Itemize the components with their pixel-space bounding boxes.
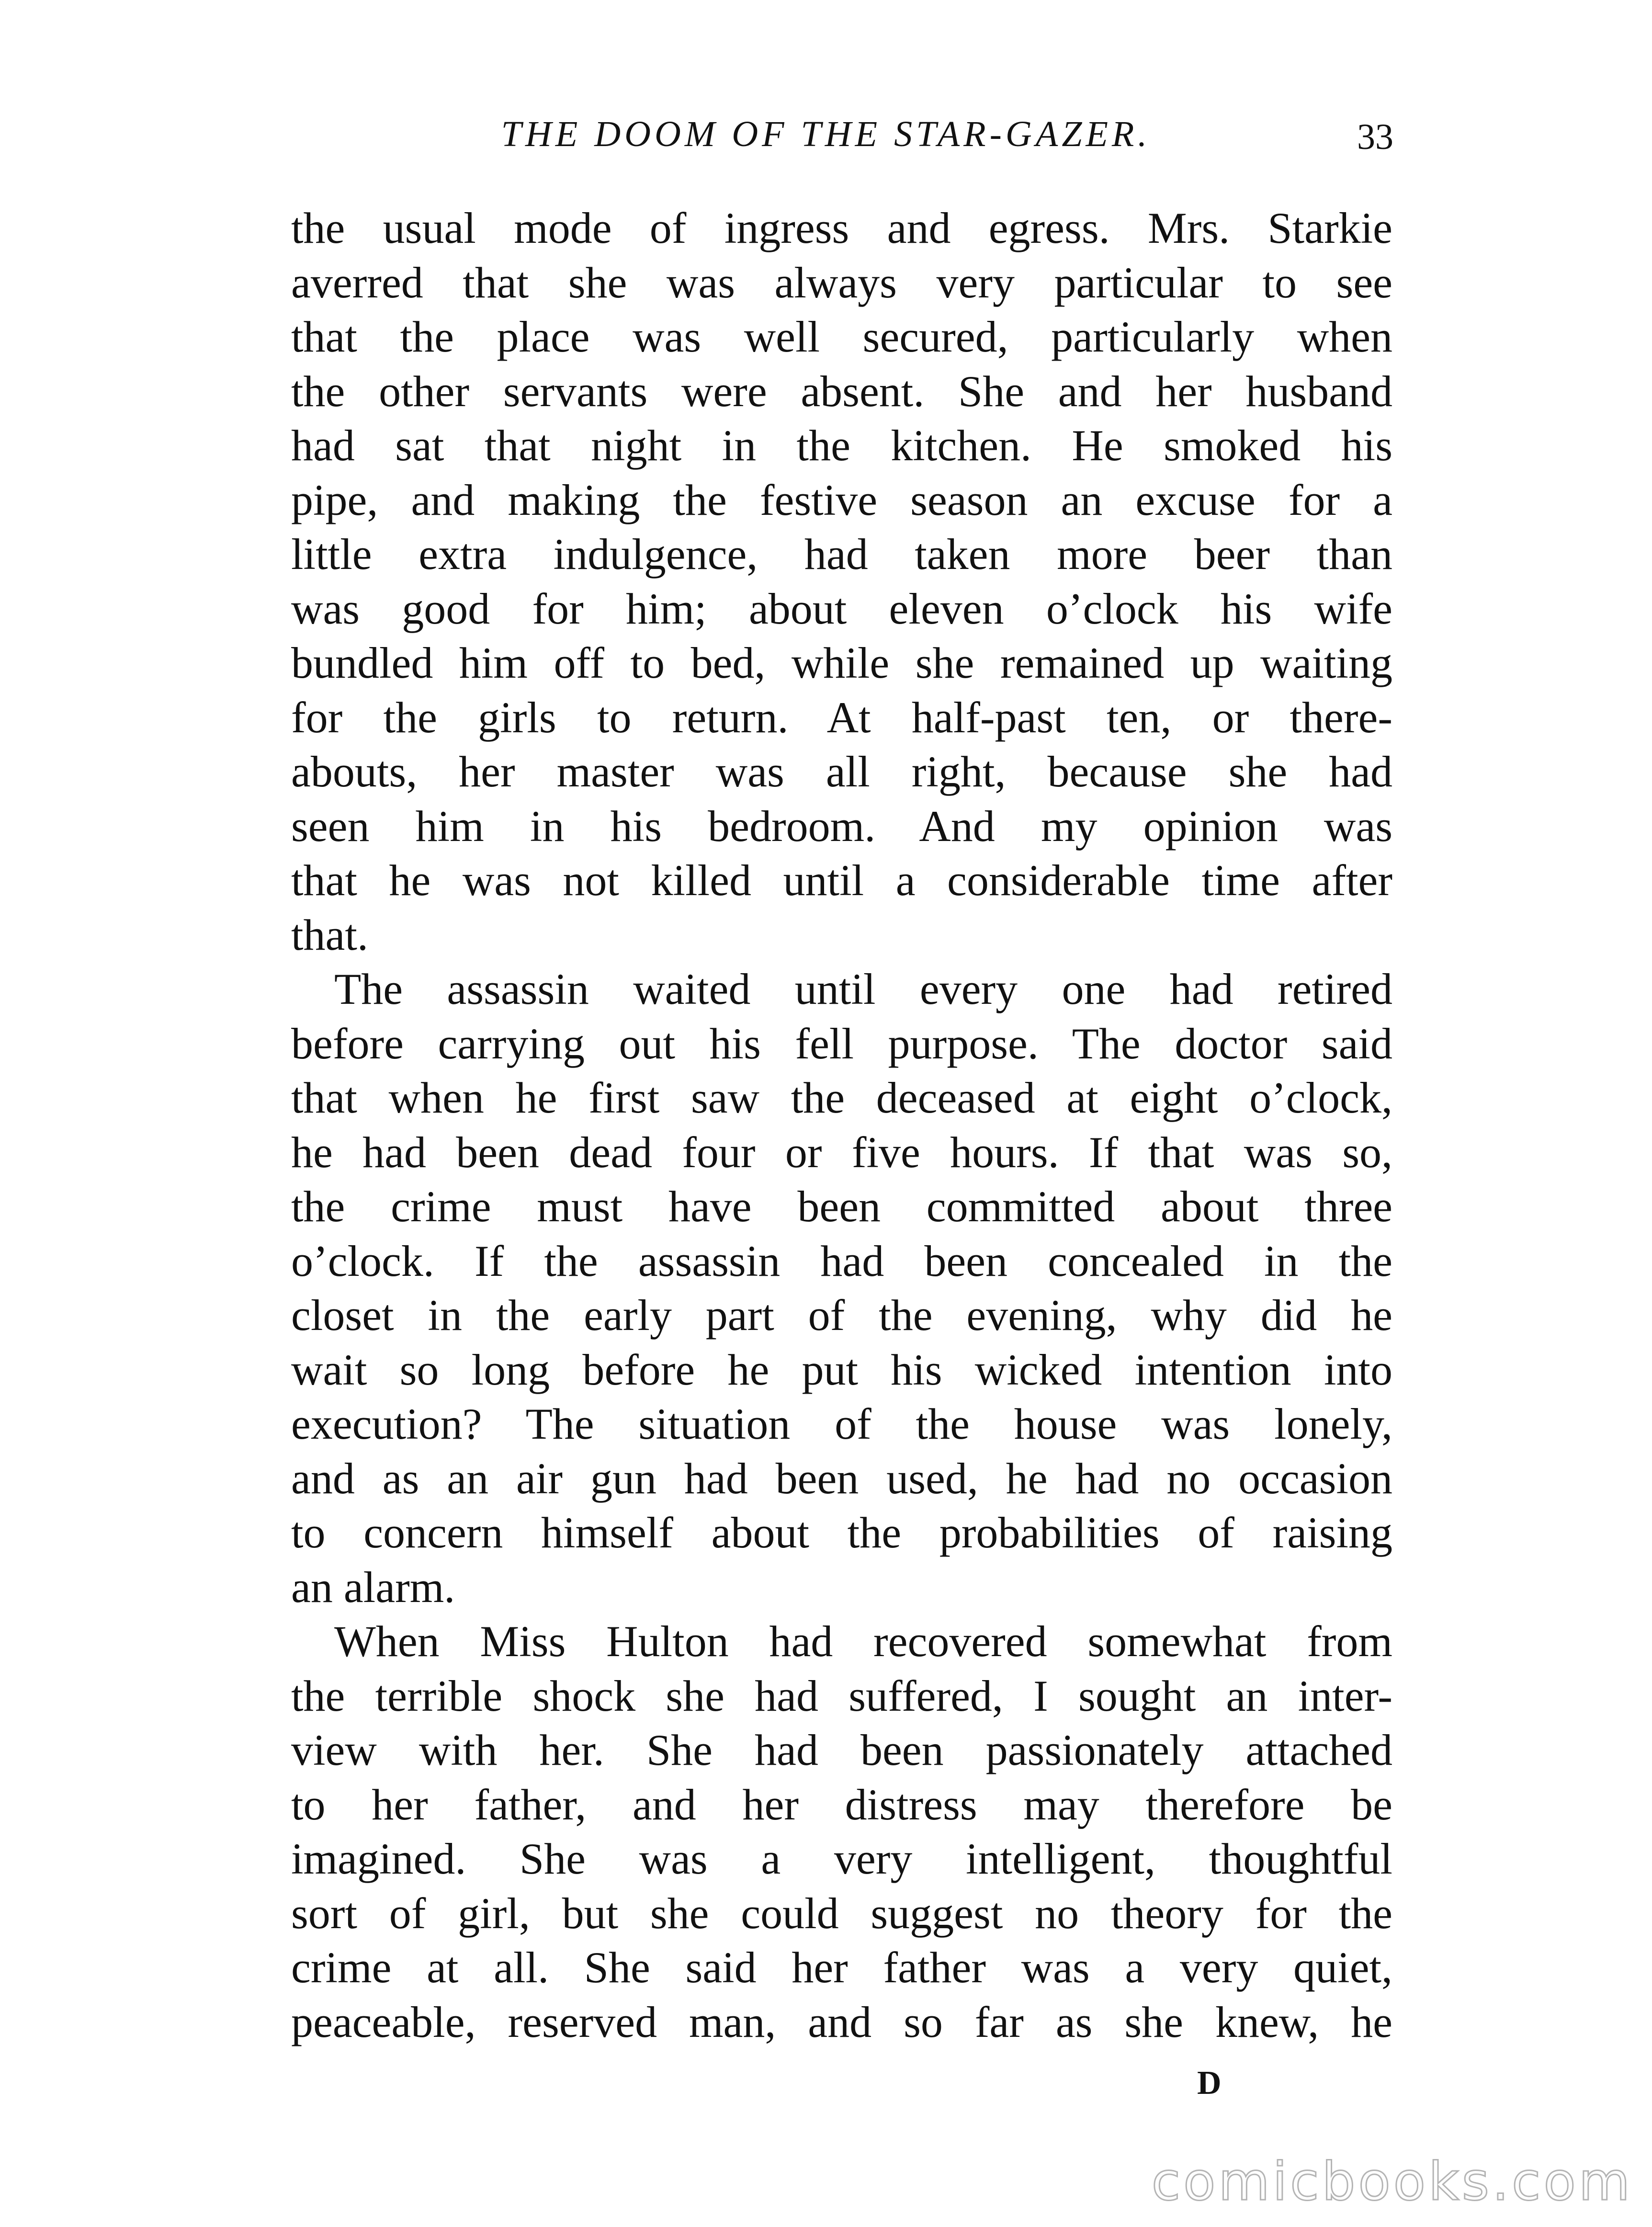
running-title: THE DOOM OF THE STAR-GAZER. — [501, 114, 1151, 154]
text-line: execution? The situation of the house was lonely, — [291, 1399, 1392, 1448]
text-line: for the girls to return. At half-past ten, or there- — [291, 693, 1392, 742]
signature-mark: D — [1197, 2065, 1222, 2102]
body-text — [291, 201, 1392, 2049]
text-line: had sat that night in the kitchen. He smoked his — [291, 421, 1392, 470]
text-line: o’clock. If the assassin had been concealed in the — [291, 1236, 1392, 1285]
text-line: abouts, her master was all right, because she had — [291, 747, 1392, 796]
text-line: little extra indulgence, had taken more beer than — [291, 530, 1392, 579]
text-line: pipe, and making the festive season an excuse for a — [291, 475, 1392, 524]
page-header — [287, 110, 1393, 172]
text-line: the crime must have been committed about three — [291, 1182, 1392, 1231]
text-line: that when he first saw the deceased at eight o’clock, — [291, 1073, 1392, 1122]
text-line: peaceable, reserved man, and so far as she knew, he — [291, 1997, 1392, 2046]
text-line: averred that she was always very particular to see — [291, 258, 1392, 307]
text-line: he had been dead four or five hours. If that was so, — [291, 1127, 1392, 1177]
text-line: that the place was well secured, particularly when — [291, 312, 1392, 361]
text-line: was good for him; about eleven o’clock his wife — [291, 584, 1392, 633]
text-line: that he was not killed until a considerable time after — [291, 856, 1392, 905]
text-line: When Miss Hulton had recovered somewhat from — [334, 1617, 1392, 1666]
text-line: wait so long before he put his wicked intention into — [291, 1345, 1392, 1394]
text-line: The assassin waited until every one had retired — [334, 965, 1392, 1013]
text-line: sort of girl, but she could suggest no theory for the — [291, 1888, 1392, 1938]
text-line: seen him in his bedroom. And my opinion was — [291, 801, 1392, 851]
text-line: view with her. She had been passionately attached — [291, 1726, 1392, 1774]
text-line: closet in the early part of the evening, why did he — [291, 1291, 1392, 1340]
watermark: comicbooks.com — [1151, 2151, 1633, 2212]
text-line: an alarm. — [291, 1562, 455, 1612]
text-line: bundled him off to bed, while she remained up waiting — [291, 638, 1392, 687]
text-line: the terrible shock she had suffered, I sought an inter- — [291, 1671, 1392, 1720]
text-line: before carrying out his fell purpose. The doctor said — [291, 1019, 1392, 1068]
text-line: that. — [291, 910, 368, 959]
page-number: 33 — [1357, 117, 1393, 157]
text-line: crime at all. She said her father was a very quiet, — [291, 1943, 1392, 1992]
text-line: imagined. She was a very intelligent, thoughtful — [291, 1834, 1392, 1883]
text-line: to her father, and her distress may therefore be — [291, 1780, 1392, 1829]
text-line: the usual mode of ingress and egress. Mrs. Starkie — [291, 204, 1392, 252]
text-line: and as an air gun had been used, he had no occasion — [291, 1454, 1392, 1503]
text-line: to concern himself about the probabilities of raising — [291, 1508, 1392, 1557]
text-line: the other servants were absent. She and her husband — [291, 366, 1392, 416]
